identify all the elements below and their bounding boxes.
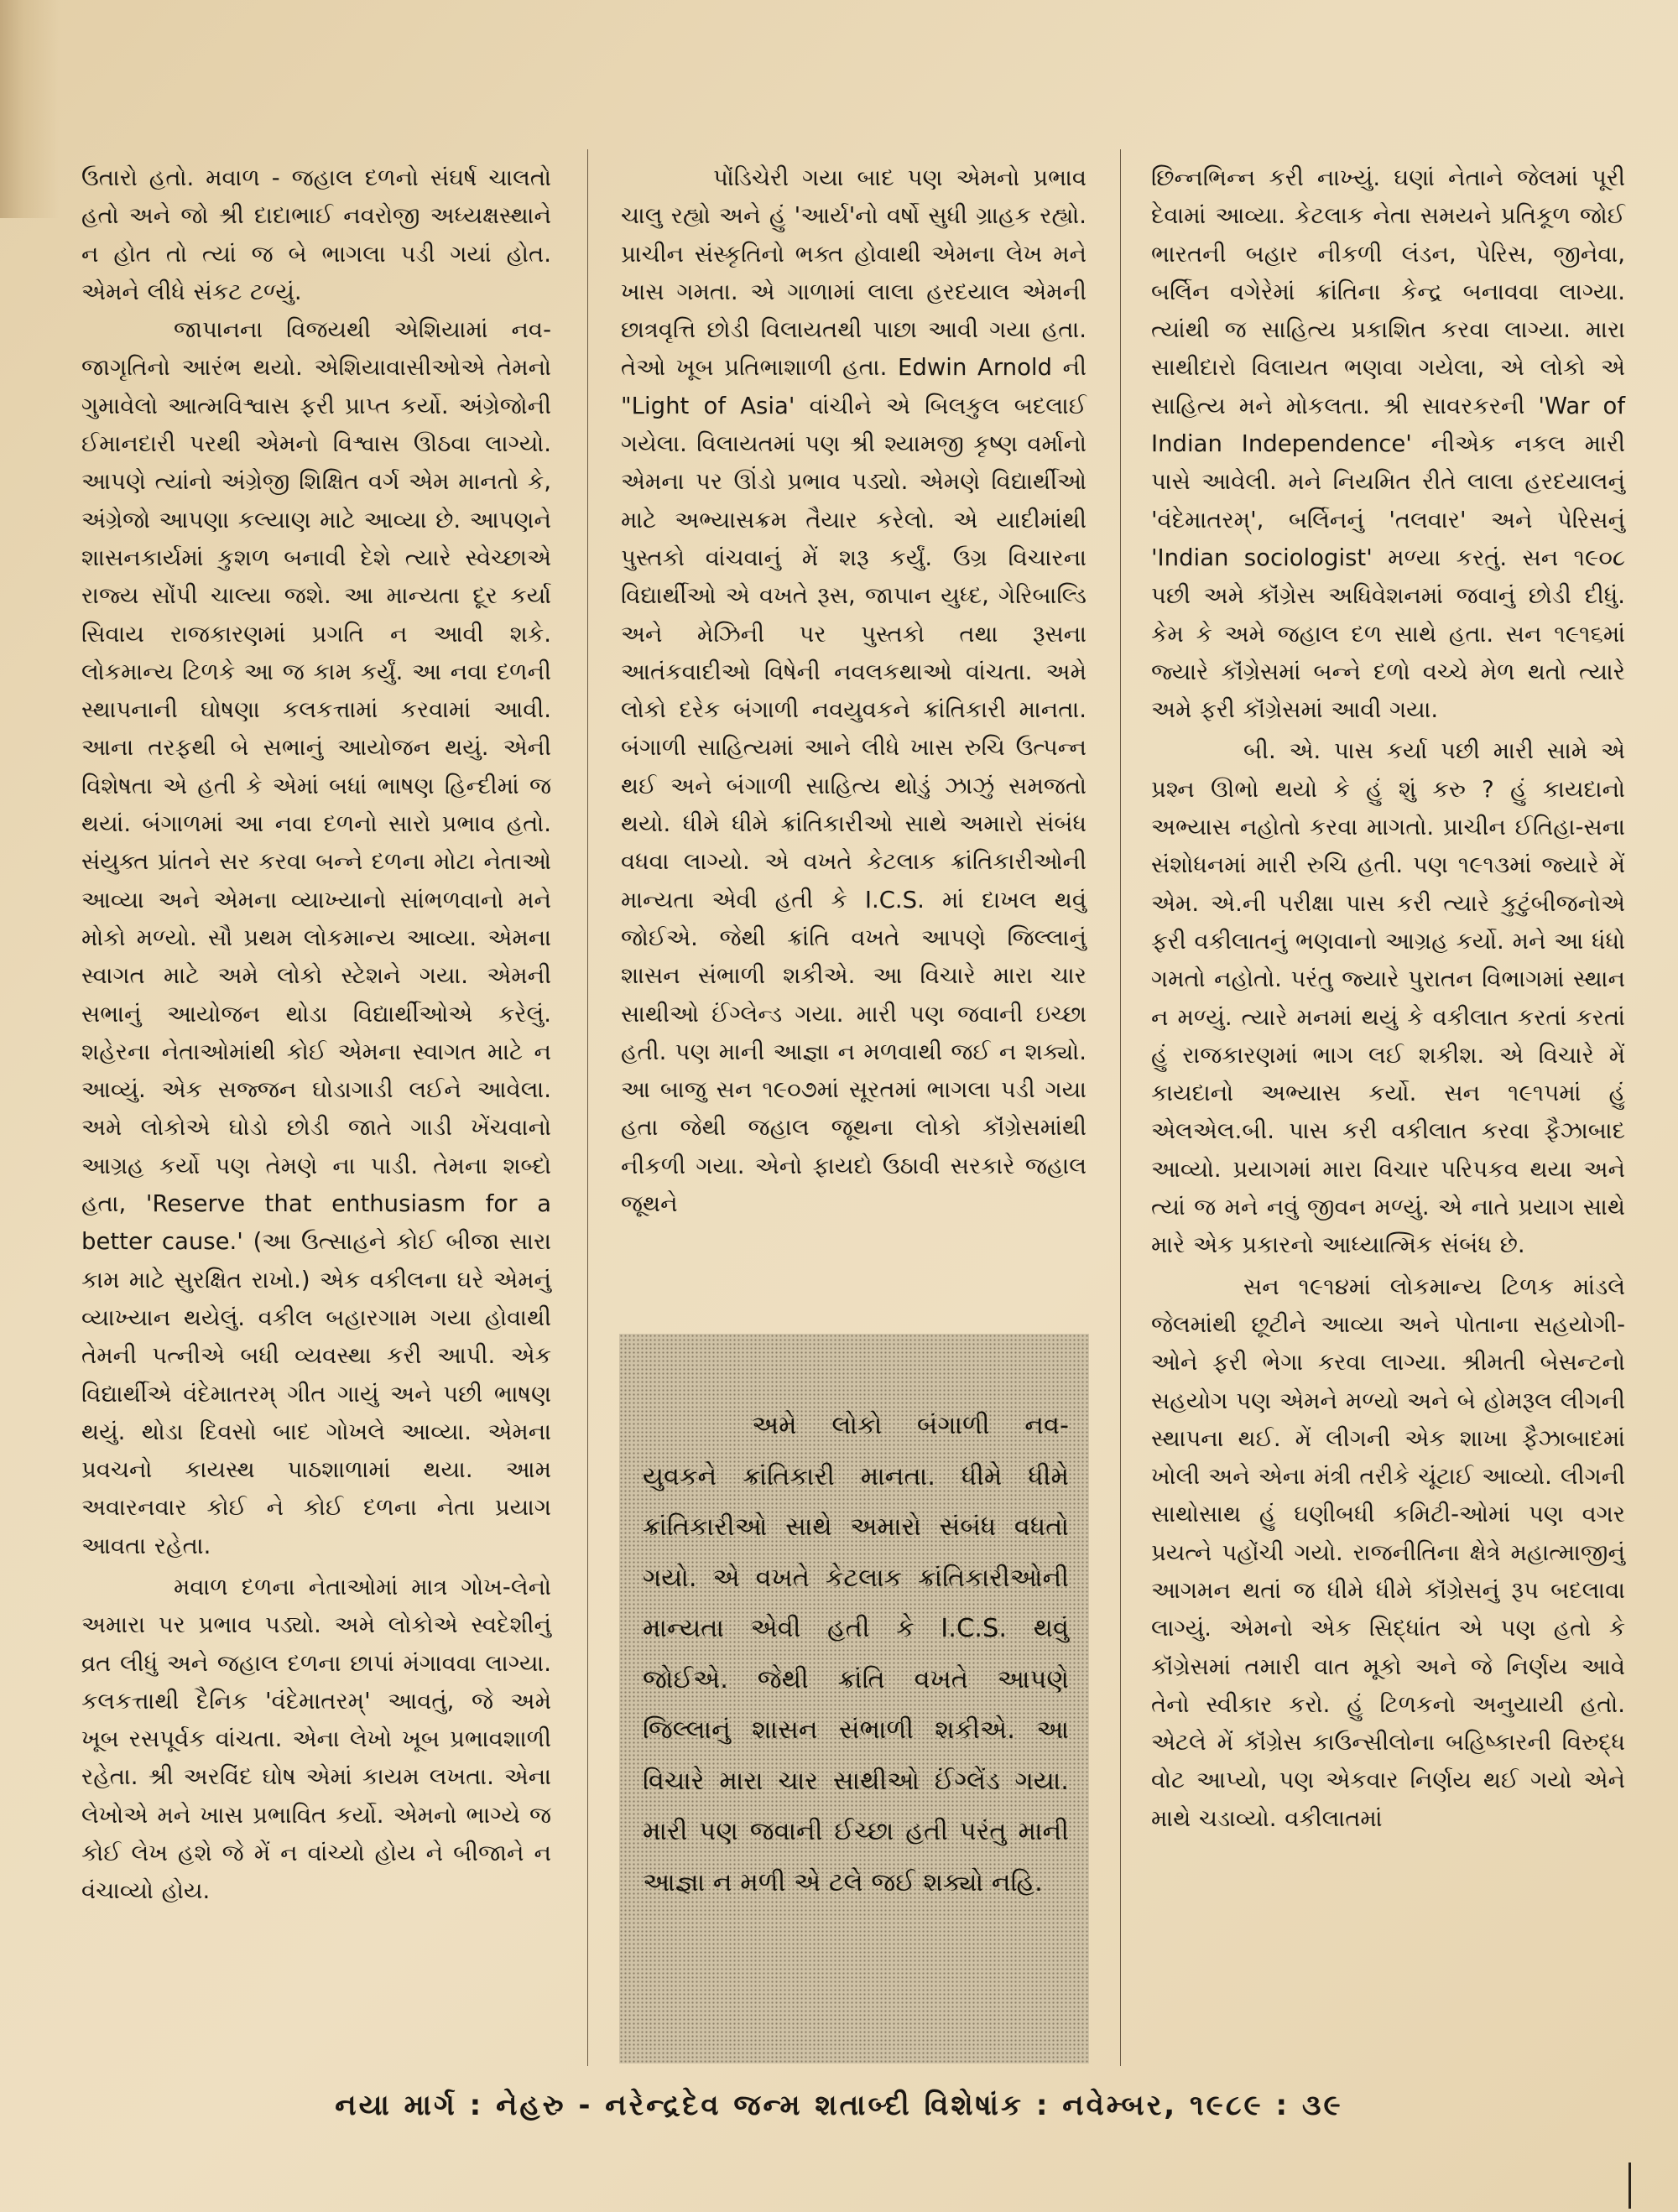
paragraph: જાપાનના વિજયથી એશિયામાં નવ-જાગૃતિનો આરંભ થયો. એશિયાવાસીઓએ તેમનો ગુમાવેલો આત્મવિશ્વાસ ફરી પ્રાપ્ત કર્યો. અંગ્રેજોની ઈમાનદારી પરથી એમનો વિશ્વાસ ઊઠવા લાગ્યો. આપણે ત્યાંનો અંગ્રેજી શિક્ષિત વર્ગ એમ માનતો કે, અંગ્રેજો આપણા કલ્યાણ માટે આવ્યા છે. આપણને શાસનકાર્યમાં કુશળ બનાવી દેશે ત્યારે સ્વેચ્છાએ રાજ્ય સોંપી ચાલ્યા જશે. આ માન્યતા દૂર કર્યા સિવાય રાજકારણમાં પ્રગતિ ન આવી શકે. લોકમાન્ય ટિળકે આ જ કામ કર્યું. આ નવા દળની સ્થાપનાની ઘોષણા કલકત્તામાં કરવામાં આવી. આના તરફથી બે સભાનું આયોજન થયું. એની વિશેષતા એ હતી કે એમાં બધાં ભાષણ હિન્દીમાં જ થયાં. બંગાળમાં આ નવા દળનો સારો પ્રભાવ હતો. સંયુક્ત પ્રાંતને સર કરવા બન્ને દળના મોટા નેતાઓ આવ્યા અને એમના વ્યાખ્યાનો સાંભળવાનો મને મોકો મળ્યો. સૌ પ્રથમ લોકમાન્ય આવ્યા. એમના સ્વાગત માટે અમે લોકો સ્ટેશને ગયા. એમની સભાનું આયોજન થોડા વિદ્યાર્થીઓએ કરેલું. શહેરના નેતાઓમાંથી કોઈ એમના સ્વાગત માટે ન આવ્યું. એક સજ્જન ઘોડાગાડી લઈને આવેલા. અમે લોકોએ ઘોડો છોડી જાતે ગાડી ખેંચવાનો આગ્રહ કર્યો પણ તેમણે ના પાડી. તેમના શબ્દો હતા, 'Reserve that enthusiasm for a better cause.' (આ ઉત્સાહને કોઈ બીજા સારા કામ માટે સુરક્ષિત રાખો.) એક વકીલના ઘરે એમનું વ્યાખ્યાન થયેલું. વકીલ બહારગામ ગયા હોવાથી તેમની પત્નીએ બધી વ્યવસ્થા કરી આપી. એક વિદ્યાર્થીએ વંદેમાતરમ્ ગીત ગાયું અને પછી ભાષણ થયું. થોડા દિવસો બાદ ગોખલે આવ્યા. એમના પ્રવચનો કાયસ્થ પાઠશાળામાં થયા. આમ અવારનવાર કોઈ ને કોઈ દળના નેતા પ્રયાગ આવતા રહેતા. [81, 316, 551, 1559]
paragraph: સન ૧૯૧૪માં લોકમાન્ય ટિળક માંડલે જેલમાંથી છૂટીને આવ્યા અને પોતાના સહયોગી-ઓને ફરી ભેગા કરવા લાગ્યા. શ્રીમતી બેસન્ટનો સહયોગ પણ એમને મળ્યો અને બે હોમરૂલ લીગની સ્થાપના થઈ. મેં લીગની એક શાખા ફૈઝાબાદમાં ખોલી અને એના મંત્રી તરીકે ચૂંટાઈ આવ્યો. લીગની સાથોસાથ હું ઘણીબધી કમિટી-ઓમાં પણ વગર પ્રયત્ને પહોંચી ગયો. રાજનીતિના ક્ષેત્રે મહાત્માજીનું આગમન થતાં જ ધીમે ધીમે કૉંગ્રેસનું રૂપ બદલાવા લાગ્યું. એમનો એક સિદ્ધાંત એ પણ હતો કે કૉંગ્રેસમાં તમારી વાત મૂકો અને જે નિર્ણય આવે તેનો સ્વીકાર કરો. હું ટિળકનો અનુયાયી હતો. એટલે મેં કૉંગ્રેસ કાઉન્સીલોના બહિષ્કારની વિરુદ્ધ વોટ આપ્યો, પણ એકવાર નિર્ણય થઈ ગયો એને માથે ચડાવ્યો. વકીલાતમાં [1151, 1273, 1625, 1832]
paragraph: છિન્નભિન્ન કરી નાખ્યું. ઘણાં નેતાને જેલમાં પૂરી દેવામાં આવ્યા. કેટલાક નેતા સમયને પ્રતિકૂળ જોઈ ભારતની બહાર નીકળી લંડન, પેરિસ, જીનેવા, બર્લિન વગેરેમાં ક્રાંતિના કેન્દ્ર બનાવવા લાગ્યા. ત્યાંથી જ સાહિત્ય પ્રકાશિત કરવા લાગ્યા. મારા સાથીદારો વિલાયત ભણવા ગયેલા, એ લોકો એ સાહિત્ય મને મોકલતા. શ્રી સાવરકરની 'War of Indian Independence' નીએક નકલ મારી પાસે આવેલી. મને નિયમિત રીતે લાલા હરદયાલનું 'વંદેમાતરમ્', બર્લિનનું 'તલવાર' અને પેરિસનું 'Indian sociologist' મળ્યા કરતું. સન ૧૯૦૮ પછી અમે કૉંગ્રેસ અધિવેશનમાં જવાનું છોડી દીધું. કેમ કે અમે જહાલ દળ સાથે હતા. સન ૧૯૧૬માં જ્યારે કૉંગ્રેસમાં બન્ને દળો વચ્ચે મેળ થતો ત્યારે અમે ફરી કૉંગ્રેસમાં આવી ગયા. [1151, 164, 1625, 724]
paper-edge-stain [0, 0, 59, 218]
pull-quote-box [619, 1334, 1089, 2064]
article-column-3 [1151, 159, 1625, 1838]
pull-quote-lead: અમે લોકો બંગાળી નવ- [752, 1411, 1069, 1440]
page-footer: નયા માર્ગ : નેહરુ - નરેન્દ્રદેવ જન્મ શતાબ્દી વિશેષાંક : નવેમ્બર, ૧૯૮૯ : ૩૯ [335, 2089, 1343, 2122]
pull-quote-body: યુવકને ક્રાંતિકારી માનતા. ધીમે ધીમે ક્રાંતિકારીઓ સાથે અમારો સંબંધ વધતો ગયો. એ વખતે કેટલાક ક્રાંતિકારીઓની માન્યતા એવી હતી કે I.C.S. થવું જોઈએ. જેથી ક્રાંતિ વખતે આપણે જિલ્લાનું શાસન સંભાળી શકીએ. આ વિચારે મારા ચાર સાથીઓ ઈંગ્લેંડ ગયા. મારી પણ જવાની ઈચ્છા હતી પરંતુ માની આજ્ઞા ન મળી એ ટલે જઈ શક્યો નહિ. [643, 1461, 1069, 1897]
article-column-2 [621, 159, 1087, 1223]
column-divider [587, 149, 588, 2066]
article-column-1 [81, 159, 551, 1911]
paragraph: ઉતારો હતો. મવાળ - જહાલ દળનો સંઘર્ષ ચાલતો હતો અને જો શ્રી દાદાભાઈ નવરોજી અધ્યક્ષસ્થાને ન હોત તો ત્યાં જ બે ભાગલા પડી ગયાં હોત. એમને લીધે સંકટ ટળ્યું. [81, 164, 551, 305]
paragraph: બી. એ. પાસ કર્યા પછી મારી સામે એ પ્રશ્ન ઊભો થયો કે હું શું કરુ ? હું કાયદાનો અભ્યાસ નહોતો કરવા માગતો. પ્રાચીન ઈતિહા-સના સંશોધનમાં મારી રુચિ હતી. પણ ૧૯૧૩માં જ્યારે મેં એમ. એ.ની પરીક્ષા પાસ કરી ત્યારે કુટુંબીજનોએ ફરી વકીલાતનું ભણવાનો આગ્રહ કર્યો. મને આ ધંધો ગમતો નહોતો. પરંતુ જ્યારે પુરાતન વિભાગમાં સ્થાન ન મળ્યું. ત્યારે મનમાં થયું કે વકીલાત કરતાં કરતાં હું રાજકારણમાં ભાગ લઈ શકીશ. એ વિચારે મેં કાયદાનો અભ્યાસ કર્યો. સન ૧૯૧૫માં હું એલએલ.બી. પાસ કરી વકીલાત કરવા ફૈઝાબાદ આવ્યો. પ્રયાગમાં મારા વિચાર પરિપકવ થયા અને ત્યાં જ મને નવું જીવન મળ્યું. એ નાતે પ્રયાગ સાથે મારે એક પ્રકારનો આધ્યાત્મિક સંબંધ છે. [1151, 737, 1625, 1259]
paragraph: પોંડિચેરી ગયા બાદ પણ એમનો પ્રભાવ ચાલુ રહ્યો અને હું 'આર્ય'નો વર્ષો સુધી ગ્રાહક રહ્યો. પ્રાચીન સંસ્કૃતિનો ભક્ત હોવાથી એમના લેખ મને ખાસ ગમતા. એ ગાળામાં લાલા હરદયાલ એમની છાત્રવૃત્તિ છોડી વિલાયતથી પાછા આવી ગયા હતા. તેઓ ખૂબ પ્રતિભાશાળી હતા. Edwin Arnold ની "Light of Asia' વાંચીને એ બિલકુલ બદલાઈ ગયેલા. વિલાયતમાં પણ શ્રી શ્યામજી કૃષ્ણ વર્માનો એમના પર ઊંડો પ્રભાવ પડ્યો. એમણે વિદ્યાર્થીઓ માટે અભ્યાસક્રમ તૈયાર કરેલો. એ યાદીમાંથી પુસ્તકો વાંચવાનું મેં શરૂ કર્યું. ઉગ્ર વિચારના વિદ્યાર્થીઓ એ વખતે રૂસ, જાપાન યુધ્દ, ગેરિબાલ્ડિ અને મેઝિની પર પુસ્તકો તથા રૂસના આતંકવાદીઓ વિષેની નવલકથાઓ વાંચતા. અમે લોકો દરેક બંગાળી નવયુવકને ક્રાંતિકારી માનતા. બંગાળી સાહિત્યમાં આને લીધે ખાસ રુચિ ઉત્પન્ન થઈ અને બંગાળી સાહિત્ય થોડું ઝાઝું સમજતો થયો. ધીમે ધીમે ક્રાંતિકારીઓ સાથે અમારો સંબંધ વધવા લાગ્યો. એ વખતે કેટલાક ક્રાંતિકારીઓની માન્યતા એવી હતી કે I.C.S. માં દાખલ થવું જોઈએ. જેથી ક્રાંતિ વખતે આપણે જિલ્લાનું શાસન સંભાળી શકીએ. આ વિચારે મારા ચાર સાથીઓ ઈંગ્લેન્ડ ગયા. મારી પણ જવાની ઇચ્છા હતી. પણ માની આજ્ઞા ન મળવાથી જઈ ન શક્યો. આ બાજુ સન ૧૯૦૭માં સૂરતમાં ભાગલા પડી ગયા હતા જેથી જહાલ જૂથના લોકો કૉંગ્રેસમાંથી નીકળી ગયા. એનો ફાયદો ઉઠાવી સરકારે જહાલ જૂથને [621, 164, 1087, 1218]
paragraph: મવાળ દળના નેતાઓમાં માત્ર ગોખ-લેનો અમારા પર પ્રભાવ પડ્યો. અમે લોકોએ સ્વદેશીનું વ્રત લીધું અને જહાલ દળના છાપાં મંગાવવા લાગ્યા. કલકત્તાથી દૈનિક 'વંદેમાતરમ્' આવતું, જે અમે ખૂબ રસપૂર્વક વાંચતા. એના લેખો ખૂબ પ્રભાવશાળી રહેતા. શ્રી અરવિંદ ઘોષ એમાં કાયમ લખતા. એના લેખોએ મને ખાસ પ્રભાવિત કર્યો. એમનો ભાગ્યે જ કોઈ લેખ હશે જે મેં ન વાંચ્યો હોય ને બીજાને ન વંચાવ્યો હોય. [81, 1573, 551, 1905]
pull-quote-text [643, 1401, 1069, 1908]
page-edge-mark [1628, 2163, 1631, 2209]
column-divider [1120, 149, 1121, 2066]
